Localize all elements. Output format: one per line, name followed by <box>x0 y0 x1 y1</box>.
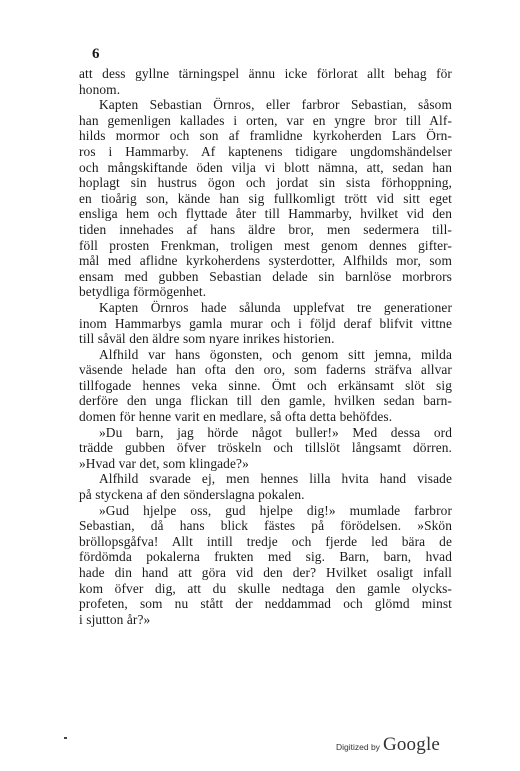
text-line: Alfhild svarade ej, men hennes lilla hvita hand visade <box>99 471 452 487</box>
text-line: »Du barn, jag hörde något buller!» Med dessa ord <box>99 424 452 440</box>
text-line: föll prosten Frenkman, troligen mest genom dennes gifter- <box>79 237 452 253</box>
text-line: i sjutton år?» <box>79 611 151 627</box>
text-line: att dess gyllne tärningspel ännu icke förlorat allt behag för <box>79 66 452 81</box>
text-line: hoplagt sin hustrus ögon och jordat sin sista förhoppning, <box>79 175 452 191</box>
text-line: och mångskiftande öden vilja vi blott nämna, att, sedan han <box>79 159 452 175</box>
text-line: inom Hammarbys gamla murar och i följd deraf blifvit vittne <box>79 315 452 331</box>
text-line: betydliga förmögenhet. <box>79 284 207 300</box>
text-line: domen för henne varit en medlare, så ofta detta behöfdes. <box>79 409 393 425</box>
digitized-by-label: Digitized by <box>336 742 380 752</box>
text-line: »Gud hjelpe oss, gud hjelpe dig!» mumlade farbror <box>99 502 452 518</box>
text-line: Kapten Örnros hade sålunda upplefvat tre generationer <box>99 299 452 315</box>
text-line: Sebastian, då hans blick fästes på förödelsen. »Skön <box>79 518 452 534</box>
text-line: fördömda pokalerna frukten med sig. Barn, barn, hvad <box>79 549 452 565</box>
text-line: profeten, som nu stått der neddammad och glömd minst <box>79 596 452 612</box>
text-line: ensliga hem och flyttade åter till Hammarby, hvilket vid den <box>79 206 452 222</box>
text-line: trädde gubben öfver tröskeln och tillslöt långsamt dörren. <box>79 440 452 456</box>
scan-mark <box>64 737 67 739</box>
text-line: »Hvad var det, som klingade?» <box>79 455 249 471</box>
text-line: bröllopsgåfva! Allt intill tredje och fjerde led bära de <box>79 533 452 549</box>
text-line: derföre den unga flickan till den gamle, hvilken sedan barn- <box>79 393 452 409</box>
body-text <box>79 66 452 627</box>
text-line: tiden innehades af hans äldre bror, men sedermera till- <box>79 221 452 237</box>
text-line: ros i Hammarby. Af kaptenens tidigare ungdomshändelser <box>79 143 452 159</box>
text-line: en tioårig son, kände han sig fullkomligt trött vid sitt eget <box>79 190 452 206</box>
digitized-by-watermark <box>336 734 440 756</box>
page-number: 6 <box>92 46 100 62</box>
text-line: till såväl den äldre som nyare inrikes historien. <box>79 331 335 347</box>
text-line: hilds mormor och son af framlidne kyrkoherden Lars Örn- <box>79 128 452 144</box>
text-line: honom. <box>79 81 121 97</box>
text-line: tillfogade hennes veka sinne. Ömt och erkänsamt slöt sig <box>79 377 452 393</box>
text-line: Alfhild var hans ögonsten, och genom sitt jemna, milda <box>99 346 452 362</box>
text-line: kom öfver dig, att du skulle nedtaga den gamle olycks- <box>79 580 452 596</box>
text-line: mål med aflidne kyrkoherdens systerdotter, Alfhilds mor, som <box>79 253 452 269</box>
text-line: han gemenligen kallades i orten, var en yngre bror till Alf- <box>79 112 452 128</box>
text-line: Kapten Sebastian Örnros, eller farbror Sebastian, såsom <box>99 97 452 113</box>
text-line: ensam med gubben Sebastian delade sin barnlöse morbrors <box>79 268 452 284</box>
google-logo: Google <box>382 734 441 755</box>
text-line: väsende helade han ofta den oro, som faderns sträfva allvar <box>79 362 452 378</box>
text-line: hade din hand att göra vid den der? Hvilket osaligt infall <box>79 565 452 580</box>
text-line: på styckena af den sönderslagna pokalen. <box>79 487 305 503</box>
